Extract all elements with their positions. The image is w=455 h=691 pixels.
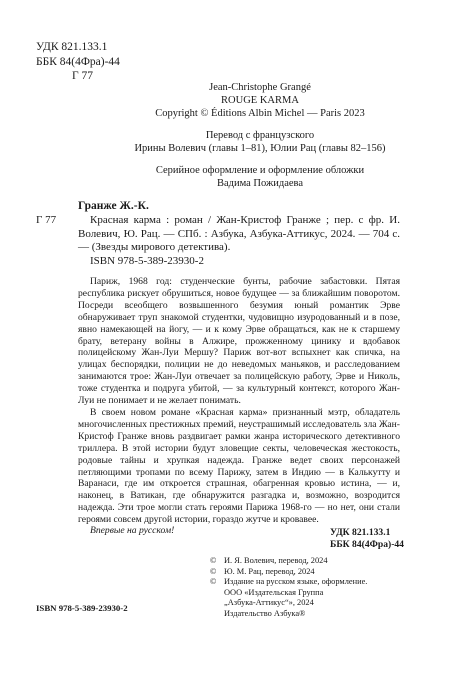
udk-code: УДК 821.133.1 — [36, 41, 108, 53]
bibliographic-description: Красная карма : роман / Жан-Кристоф Гранже ; пер. с фр. И. Волевич, Ю. Рац. — СПб. : Азбука, Азбука-Аттикус, 2024. — 704 с. — (Звезды мирового детектива). — [78, 214, 400, 254]
copyright-text: И. Я. Волевич, перевод, 2024 — [224, 556, 328, 565]
copyright-line — [210, 588, 420, 599]
copyright-symbol — [210, 609, 224, 620]
footer-isbn: ISBN 978-5-389-23930-2 — [36, 603, 128, 613]
design-credits — [110, 165, 410, 191]
original-title: ROUGE KARMA — [221, 94, 299, 106]
copyright-text: Издательство Азбука® — [224, 608, 306, 618]
author-heading: Гранже Ж.-К. — [78, 200, 149, 212]
copyright-text: „Азбука-Аттикус“», 2024 — [224, 598, 314, 608]
copyright-symbol — [210, 588, 224, 599]
translation-credits — [110, 130, 410, 156]
design-line-2: Вадима Пожидаева — [216, 177, 304, 189]
annotation-paragraph-1: Париж, 1968 год: студенческие бунты, рабочие забастовки. Пятая республика рискует обрушиться, новое будущее — за ближайшим поворотом. Посреди всеобщего возвышенного безумия юный романтик Эрве обнаруживает труп знакомой студентки, чудовищно изуродованный и в позе, явно намекающей на йогу, — и к кому Эрве обращаться, как не к старшему брату, ветерану войны в Алжире, прожженному цинику и вдобавок полицейскому Жан-Луи Мершу? Париж вот-вот вспыхнет как спичка, на улицах беспорядки, полиции не до неведомых маньяков, и расследованием занимаются трое: Жан-Луи отвечает за полицейскую работу, Эрве и Николь, тоже студентка и подруга убитой, — за культурный контекст, которого Жан-Луи не понимает и не желает понимать. — [78, 276, 400, 407]
footer-bbk-code: ББК 84(4Фра)-44 — [330, 539, 404, 550]
first-in-russian-note: Впервые на русском! — [90, 525, 175, 536]
copyright-notices — [210, 556, 420, 620]
copyright-line — [210, 567, 420, 578]
original-author: Jean-Christophe Grangé — [209, 82, 311, 93]
copyright-symbol: © — [210, 566, 217, 576]
annotation — [78, 276, 400, 526]
copyright-line — [210, 609, 420, 620]
isbn-entry: ISBN 978-5-389-23930-2 — [90, 255, 204, 268]
design-line-1: Серийное оформление и оформление обложки — [155, 165, 365, 176]
original-copyright: Copyright © Éditions Albin Michel — Paris 2023 — [155, 107, 365, 119]
copyright-symbol: © — [210, 556, 217, 565]
author-mark: Г 77 — [72, 70, 94, 82]
classification-codes — [36, 40, 120, 84]
copyright-line — [210, 598, 420, 609]
annotation-paragraph-2: В своем новом романе «Красная карма» признанный мэтр, обладатель многочисленных престижных премий, неустрашимый исследователь зла Жан-Кристоф Гранже вновь раздвигает рамки жанра исторического детективного триллера. В этой истории будут зловещие секты, человеческая жестокость, родовые тайны и хрупкая надежда. Гранже ведет своих персонажей петляющими тропами по всему Парижу, затем в Индию — в Калькутту и Варанаси, где им откроется страшная, обагренная кровью истина, — и, наконец, в Ватикан, где обнаружится разгадка и, возможно, возродится надежда. Эти трое могли стать героями Парижа 1968-го — но нет, они стали героями совсем другой истории, гораздо жутче и кровавее. — [78, 406, 400, 526]
copyright-symbol: © — [210, 577, 217, 587]
copyright-text: Ю. М. Рац, перевод, 2024 — [224, 566, 315, 576]
copyright-symbol — [210, 598, 224, 609]
translation-line-1: Перевод с французского — [205, 130, 315, 141]
author-mark-entry: Г 77 — [36, 214, 57, 226]
footer-classification-codes — [330, 527, 404, 551]
copyright-line — [210, 556, 420, 567]
footer-udk-code: УДК 821.133.1 — [330, 527, 391, 538]
original-credits — [110, 82, 410, 120]
bibliographic-entry — [78, 214, 400, 269]
copyright-text: Издание на русском языке, оформление. — [224, 577, 368, 587]
copyright-text: ООО «Издательская Группа — [224, 587, 324, 597]
bbk-code: ББК 84(4Фра)-44 — [36, 55, 120, 68]
translation-line-2: Ирины Волевич (главы 1–81), Юлии Рац (главы 82–156) — [134, 142, 386, 154]
copyright-line — [210, 577, 420, 588]
